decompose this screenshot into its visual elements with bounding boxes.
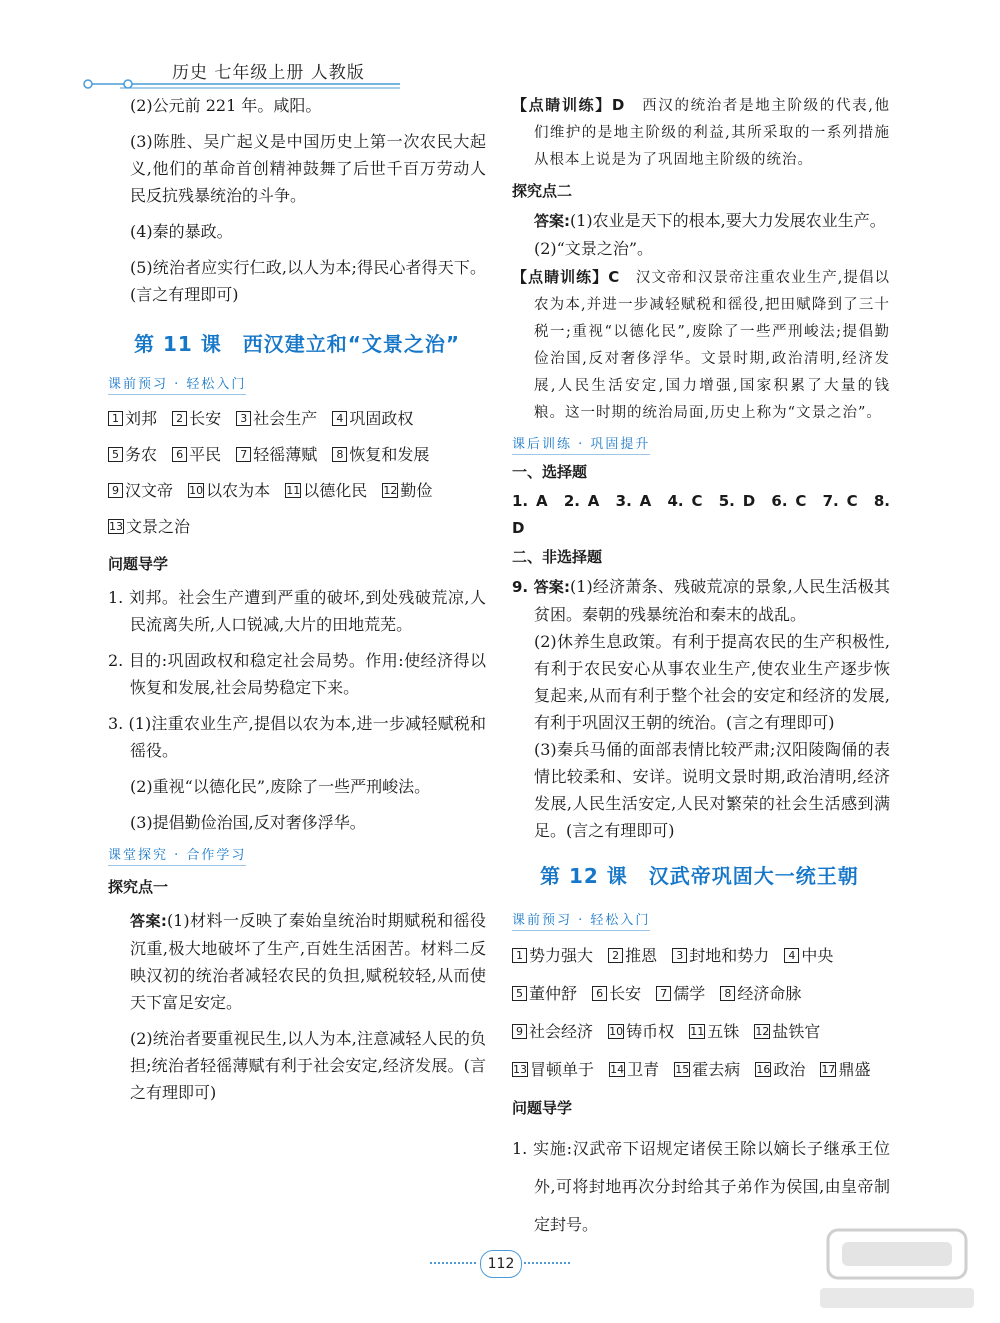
key-term-number: 3 xyxy=(672,948,687,963)
key-term-text: 儒学 xyxy=(673,984,706,1003)
key-term-text: 势力强大 xyxy=(529,946,594,965)
key-term-number: 14 xyxy=(610,1063,625,1076)
key-term-number: 13 xyxy=(109,520,123,533)
key-term-text: 卫青 xyxy=(627,1060,660,1079)
key-term xyxy=(592,984,641,1003)
key-term xyxy=(609,1060,659,1079)
key-term xyxy=(755,1060,805,1079)
key-term-text: 汉文帝 xyxy=(125,481,174,500)
key-term-text: 政治 xyxy=(773,1060,806,1079)
key-term-number: 9 xyxy=(108,483,123,498)
dianjing-1 xyxy=(512,92,890,174)
key-term-number: 12 xyxy=(755,1025,770,1038)
key-term xyxy=(382,481,432,500)
class-tag: 课堂探究 · 合作学习 xyxy=(108,844,246,866)
guide-heading: 问题导学 xyxy=(108,555,169,573)
dianjing-1-label: 【点睛训练】D xyxy=(512,96,626,114)
explore2-answer-a xyxy=(512,207,890,235)
header-decoration xyxy=(0,0,1000,100)
q9-text-a: (1)经济萧条、残破荒凉的景象,人民生活极其贫困。秦朝的残暴统治和秦末的战乱。 xyxy=(534,577,890,624)
key-term-number: 4 xyxy=(332,411,347,426)
page-header xyxy=(0,0,1000,100)
key-term-row xyxy=(512,1013,890,1051)
dianjing-1-text: 西汉的统治者是地主阶级的代表,他们维护的是地主阶级的利益,其所采取的一系列措施从根本上说是为了巩固地主阶级的统治。 xyxy=(534,98,891,168)
key-term-text: 铸币权 xyxy=(626,1022,675,1041)
key-term-text: 平民 xyxy=(189,445,222,464)
explore2-answer-b: (2)“文景之治”。 xyxy=(534,239,654,258)
key-term xyxy=(672,946,769,965)
key-term-number: 7 xyxy=(236,447,251,462)
key-term xyxy=(512,1060,594,1079)
key-term-row xyxy=(512,975,890,1013)
key-term-number: 5 xyxy=(108,447,123,462)
key-term-number: 6 xyxy=(172,447,187,462)
key-term-text: 社会经济 xyxy=(529,1022,594,1041)
explore1-label: 答案: xyxy=(130,912,167,930)
key-term-number: 13 xyxy=(513,1063,527,1076)
key-term-number: 2 xyxy=(172,411,187,426)
key-terms-12 xyxy=(512,937,890,1089)
key-term-number: 1 xyxy=(108,411,123,426)
q9-answer-a xyxy=(512,573,890,628)
key-term-number: 15 xyxy=(675,1063,690,1076)
prev-answer-3: (3)陈胜、吴广起义是中国历史上第一次农民大起义,他们的革命首创精神鼓舞了后世千百万劳动人民反抗残暴统治的斗争。 xyxy=(130,132,486,205)
guide-12-item-1: 1. 实施:汉武帝下诏规定诸侯王除以嫡长子继承王位外,可将封地再次分封给其子弟作为侯国,由皇帝制定封号。 xyxy=(512,1139,890,1234)
key-term-text: 以德化民 xyxy=(303,481,368,500)
guide-item-3-2: (2)重视“以德化民”,废除了一些严刑峻法。 xyxy=(130,777,431,796)
key-term xyxy=(608,1022,674,1041)
section-nonchoice-heading: 二、非选择题 xyxy=(512,548,603,566)
page-number: 112 xyxy=(480,1250,522,1278)
prev-answer-4: (4)秦的暴政。 xyxy=(130,222,233,241)
page-number-dots-left xyxy=(430,1262,476,1266)
key-term xyxy=(108,409,157,428)
watermark-logo xyxy=(812,1218,982,1318)
key-term-text: 鼎盛 xyxy=(838,1060,871,1079)
key-term xyxy=(236,445,317,464)
key-term-number: 12 xyxy=(383,484,398,497)
key-term-text: 中央 xyxy=(801,946,834,965)
key-term-text: 恢复和发展 xyxy=(349,445,430,464)
key-term-number: 7 xyxy=(656,986,671,1001)
key-term-text: 以农为本 xyxy=(206,481,271,500)
key-term xyxy=(332,409,413,428)
key-term-text: 轻徭薄赋 xyxy=(253,445,318,464)
explore2-heading: 探究点二 xyxy=(512,182,573,200)
key-term-number: 17 xyxy=(821,1063,836,1076)
key-term-number: 11 xyxy=(286,484,301,497)
explore1-heading: 探究点一 xyxy=(108,878,169,896)
key-term-text: 封地和势力 xyxy=(689,946,770,965)
q9-label: 9. 答案: xyxy=(512,578,571,596)
explore1-answer-b: (2)统治者要重视民生,以人为本,注意减轻人民的负担;统治者轻徭薄赋有利于社会安定,经济发展。(言之有理即可) xyxy=(130,1029,486,1102)
key-term xyxy=(512,946,593,965)
explore1-answer-a xyxy=(108,907,486,1016)
key-term-number: 2 xyxy=(608,948,623,963)
key-term-text: 五铢 xyxy=(707,1022,740,1041)
key-term xyxy=(512,1022,593,1041)
key-term xyxy=(285,481,367,500)
header-title: 历史 七年级上册 人教版 xyxy=(172,63,365,83)
lesson-12-title: 第 12 课 汉武帝巩固大一统王朝 xyxy=(540,864,859,888)
key-term-number: 10 xyxy=(609,1025,624,1038)
key-term xyxy=(674,1060,740,1079)
dianjing-2 xyxy=(512,264,890,427)
key-term-number: 1 xyxy=(512,948,527,963)
after-class-tag: 课后训练 · 巩固提升 xyxy=(512,433,650,455)
dianjing-2-text: 汉文帝和汉景帝注重农业生产,提倡以农为本,并进一步减轻赋税和徭役,把田赋降到了三十税一;重视“以德化民”,废除了一些严刑峻法;提倡勤俭治国,反对奢侈浮华。文景时期,政治清明,经济发展,人民生活安定,国力增强,国家积累了大量的钱粮。这一时期的统治局面,历史上称为“文景之治”。 xyxy=(534,270,891,421)
section-choice-heading: 一、选择题 xyxy=(512,463,588,481)
key-term-number: 11 xyxy=(690,1025,705,1038)
key-term-text: 务农 xyxy=(125,445,158,464)
key-term xyxy=(236,409,317,428)
dianjing-2-label: 【点睛训练】C xyxy=(512,268,621,286)
key-term xyxy=(332,445,429,464)
key-term-number: 10 xyxy=(189,484,204,497)
key-term-number: 9 xyxy=(512,1024,527,1039)
explore2-label: 答案: xyxy=(534,212,570,230)
explore2-text-a: (1)农业是天下的根本,要大力发展农业生产。 xyxy=(570,211,886,230)
choice-answers: 1. A 2. A 3. A 4. C 5. D 6. C 7. C 8. D xyxy=(512,492,890,537)
left-column xyxy=(108,92,486,1106)
key-term-number: 16 xyxy=(756,1063,771,1076)
key-term xyxy=(820,1060,870,1079)
key-term-text: 巩固政权 xyxy=(349,409,414,428)
key-term-text: 经济命脉 xyxy=(737,984,802,1003)
key-term-row xyxy=(512,1051,890,1089)
key-term-text: 刘邦 xyxy=(125,409,158,428)
key-term xyxy=(656,984,705,1003)
key-term-text: 盐铁官 xyxy=(772,1022,821,1041)
key-term-number: 8 xyxy=(720,986,735,1001)
key-term-number: 8 xyxy=(332,447,347,462)
key-term-text: 推恩 xyxy=(625,946,658,965)
key-term xyxy=(689,1022,739,1041)
key-term-text: 霍去病 xyxy=(692,1060,741,1079)
key-terms-11 xyxy=(108,401,486,545)
guide-item-3: 3. (1)注重农业生产,提倡以农为本,进一步减轻赋税和徭役。 xyxy=(108,714,486,760)
preview-tag-12: 课前预习 · 轻松入门 xyxy=(512,909,650,931)
key-term xyxy=(108,445,157,464)
q9-answer-b: (2)休养生息政策。有利于提高农民的生产积极性,有利于农民安心从事农业生产,使农业生产逐步恢复起来,从而有利于整个社会的安定和经济的发展,有利于巩固汉王朝的统治。(言之有理即可) xyxy=(534,632,890,732)
key-term xyxy=(108,517,190,536)
key-term xyxy=(720,984,801,1003)
guide-item-1: 1. 刘邦。社会生产遭到严重的破坏,到处残破荒凉,人民流离失所,人口锐减,大片的田地荒芜。 xyxy=(108,588,486,634)
key-term-number: 3 xyxy=(236,411,251,426)
key-term-text: 董仲舒 xyxy=(529,984,578,1003)
key-term-row xyxy=(512,937,890,975)
key-term-number: 5 xyxy=(512,986,527,1001)
guide-item-2: 2. 目的:巩固政权和稳定社会局势。作用:使经济得以恢复和发展,社会局势稳定下来。 xyxy=(108,651,486,697)
key-term-text: 长安 xyxy=(609,984,642,1003)
explore1-text-a: (1)材料一反映了秦始皇统治时期赋税和徭役沉重,极大地破坏了生产,百姓生活困苦。材料二反映汉初的统治者减轻农民的负担,赋税较轻,从而使天下富足安定。 xyxy=(130,911,486,1012)
key-term-number: 4 xyxy=(784,948,799,963)
preview-tag: 课前预习 · 轻松入门 xyxy=(108,373,246,395)
key-term xyxy=(784,946,833,965)
key-term-text: 文景之治 xyxy=(126,517,191,536)
q9-answer-c: (3)秦兵马俑的面部表情比较严肃;汉阳陵陶俑的表情比较柔和、安详。说明文景时期,政治清明,经济发展,人民生活安定,人民对繁荣的社会生活感到满足。(言之有理即可) xyxy=(534,740,890,840)
right-column xyxy=(512,92,890,1244)
key-term-number: 6 xyxy=(592,986,607,1001)
key-term xyxy=(172,445,221,464)
page-number-dots-right xyxy=(524,1262,570,1266)
prev-answer-5: (5)统治者应实行仁政,以人为本;得民心者得天下。(言之有理即可) xyxy=(130,258,486,304)
guide-item-3-3: (3)提倡勤俭治国,反对奢侈浮华。 xyxy=(130,813,366,832)
key-term xyxy=(754,1022,820,1041)
key-term xyxy=(188,481,270,500)
key-term xyxy=(172,409,221,428)
lesson-11-title: 第 11 课 西汉建立和“文景之治” xyxy=(134,332,461,356)
key-term xyxy=(108,481,173,500)
key-term-text: 长安 xyxy=(189,409,222,428)
guide-heading-12: 问题导学 xyxy=(512,1099,573,1117)
key-term-text: 勤俭 xyxy=(400,481,433,500)
key-term-text: 社会生产 xyxy=(253,409,318,428)
key-term xyxy=(512,984,577,1003)
key-term xyxy=(608,946,657,965)
prev-answer-2: (2)公元前 221 年。咸阳。 xyxy=(130,96,322,115)
key-term-text: 冒顿单于 xyxy=(530,1060,595,1079)
